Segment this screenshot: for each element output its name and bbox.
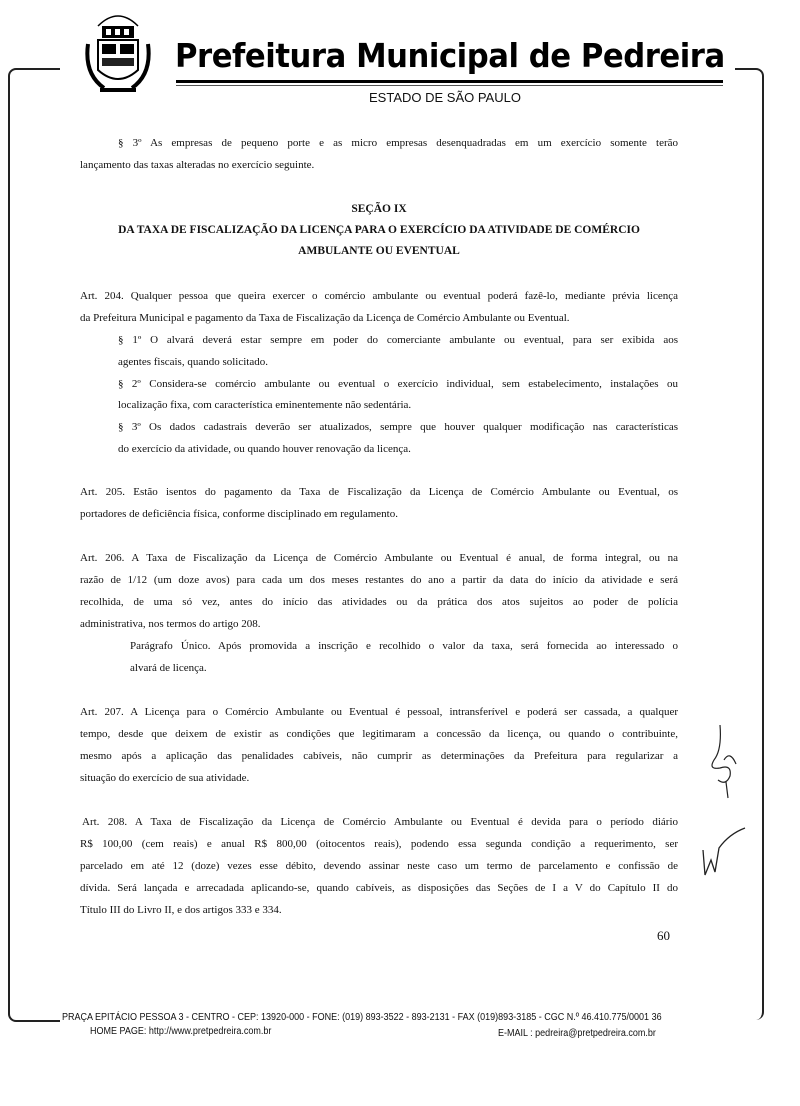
section-title: DA TAXA DE FISCALIZAÇÃO DA LICENÇA PARA O EXERCÍCIO DA ATIVIDADE DE COMÉRCIO — [118, 224, 640, 236]
article-204-line: Art. 204. Qualquer pessoa que queira exercer o comércio ambulante ou eventual poderá fazê-lo, mediante prévia licença — [80, 290, 678, 302]
article-208-line: R$ 100,00 (cem reais) e anual R$ 800,00 (oitocentos reais), podendo essa segunda condição a requerimento, ser — [80, 838, 678, 850]
article-205-line: portadores de deficiência física, conforme disciplinado em regulamento. — [80, 508, 398, 520]
page-number: 60 — [657, 928, 670, 943]
intro-line: lançamento das taxas alteradas no exercício seguinte. — [80, 159, 315, 171]
header-rule-thin — [176, 85, 723, 86]
signature-initials — [695, 820, 750, 880]
section-title: AMBULANTE OU EVENTUAL — [298, 245, 460, 257]
article-207-line: situação do exercício de sua atividade. — [80, 772, 250, 784]
article-204-line: § 2º Considera-se comércio ambulante ou eventual o exercício individual, sem estabelecimento, instalações ou — [118, 378, 678, 390]
intro-line: § 3º As empresas de pequeno porte e as micro empresas desenquadradas em um exercício somente terão — [118, 137, 678, 149]
article-206-line: Parágrafo Único. Após promovida a inscrição e recolhido o valor da taxa, será fornecida ao interessado o — [130, 640, 678, 652]
footer-email: E-MAIL : pedreira@pretpedreira.com.br — [498, 1028, 656, 1039]
page-frame-left — [8, 68, 60, 1022]
signature-initials — [700, 720, 750, 800]
article-206-line: administrativa, nos termos do artigo 208. — [80, 618, 261, 630]
article-206-line: alvará de licença. — [130, 662, 207, 674]
article-204-line: § 3º Os dados cadastrais deverão ser atualizados, sempre que houver qualquer modificação nas características — [118, 421, 678, 433]
article-206-line: Art. 206. A Taxa de Fiscalização da Licença de Comércio Ambulante ou Eventual é anual, de forma integral, ou na — [80, 552, 678, 564]
article-208-line: parcelado em até 12 (doze) vezes esse débito, devendo assinar neste caso um termo de parcelamento e confissão de — [80, 860, 678, 872]
section-number: SEÇÃO IX — [351, 203, 407, 215]
article-204-line: localização fixa, com característica eminentemente não sedentária. — [118, 399, 412, 411]
header-subtitle: ESTADO DE SÃO PAULO — [369, 90, 521, 105]
article-207-line: mesmo após a aplicação das penalidades cabíveis, não cumprir as determinações da Prefeitura para regularizar a — [80, 750, 678, 762]
coat-of-arms-logo — [84, 4, 152, 102]
article-204-line: do exercício da atividade, ou quando houver renovação da licença. — [118, 443, 411, 455]
article-207-line: tempo, desde que deixem de existir as condições que legitimaram a concessão da licença, ou quando o contribuinte, — [80, 728, 678, 740]
article-208-line: dívida. Será lançada e arrecadada aplicando-se, quando cabíveis, as disposições das Seções de I a V do Capítulo II do — [80, 882, 678, 894]
footer-address: PRAÇA EPITÁCIO PESSOA 3 - CENTRO - CEP: 13920-000 - FONE: (019) 893-3522 - 893-2131 - FAX (019)893-3185 - CGC N.º 46.410.775/0001 36 — [62, 1012, 662, 1023]
article-204-line: da Prefeitura Municipal e pagamento da Taxa de Fiscalização da Licença de Comércio Ambulante ou Eventual. — [80, 312, 570, 324]
article-204-line: agentes fiscais, quando solicitado. — [118, 356, 268, 368]
article-208-line: Art. 208. A Taxa de Fiscalização da Licença de Comércio Ambulante ou Eventual é devida para o período diário — [82, 816, 678, 828]
article-208-line: Título III do Livro II, e dos artigos 333 e 334. — [80, 904, 282, 916]
article-205-line: Art. 205. Estão isentos do pagamento da Taxa de Fiscalização da Licença de Comércio Ambulante ou Eventual, os — [80, 486, 678, 498]
article-207-line: Art. 207. A Licença para o Comércio Ambulante ou Eventual é pessoal, intransferível e poderá ser cassada, a qualquer — [80, 706, 678, 718]
header-title: Prefeitura Municipal de Pedreira — [175, 36, 725, 75]
article-206-line: recolhida, de uma só vez, antes do início das atividades ou da prática dos atos sujeitos ao poder de polícia — [80, 596, 678, 608]
article-204-line: § 1º O alvará deverá estar sempre em poder do comerciante ambulante ou eventual, para ser exibida aos — [118, 334, 678, 346]
footer-homepage: HOME PAGE: http://www.pretpedreira.com.br — [90, 1026, 272, 1037]
article-206-line: razão de 1/12 (um doze avos) para cada um dos meses restantes do ano a partir da data do início da atividade e será — [80, 574, 678, 586]
header-rule — [176, 80, 723, 83]
